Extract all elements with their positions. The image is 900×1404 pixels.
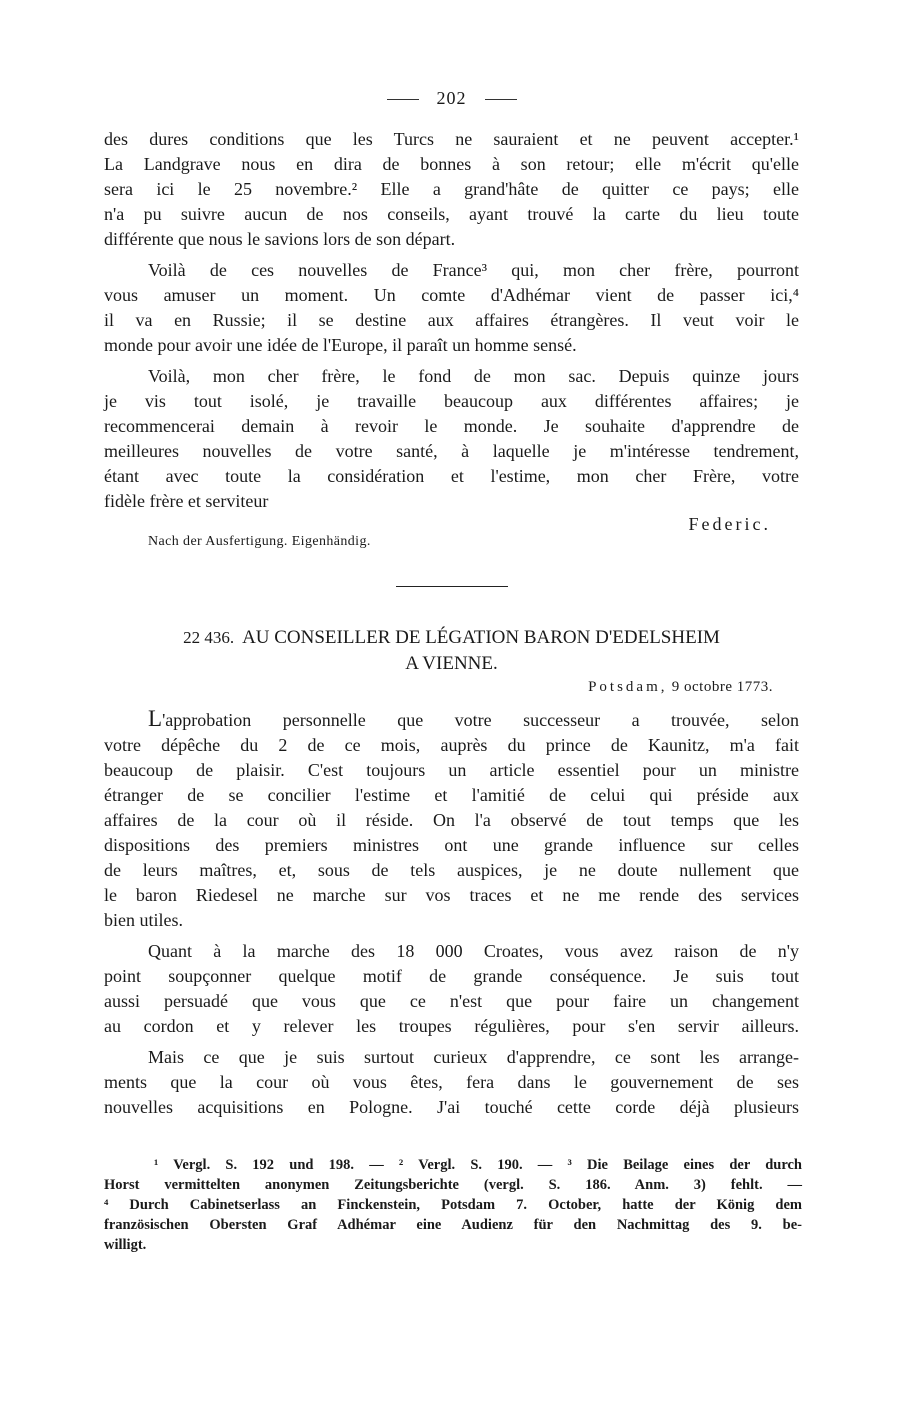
text-line: La Landgrave nous en dira de bonnes à son retour; elle m'écrit qu'elle [104,154,799,174]
letter1-paragraph-3 [104,364,799,514]
footnote-line: ⁴ Durch Cabinetserlass an Finckenstein, Potsdam 7. October, hatte der König dem [104,1197,802,1213]
text-line: nouvelles acquisitions en Pologne. J'ai touché cette corde déjà plusieurs [104,1097,799,1117]
signature: Federic. [688,514,771,534]
text-line: Voilà, mon cher frère, le fond de mon sac. Depuis quinze jours [148,366,799,386]
date: 9 octobre 1773. [671,679,773,695]
source-note: Nach der Ausfertigung. Eigenhändig. [148,534,371,549]
text-line: recommencerai demain à revoir le monde. Je souhaite d'apprendre de [104,416,799,436]
place: Potsdam, [588,679,668,695]
footnote-line: ¹ Vergl. S. 192 und 198. — ² Vergl. S. 190. — ³ Die Beilage eines der durch [154,1157,802,1173]
text-line: des dures conditions que les Turcs ne sauraient et ne peuvent accepter.¹ [104,129,799,149]
letter-title-line2: A VIENNE. [405,653,498,674]
page-body [104,88,799,1126]
letter-title-line1: AU CONSEILLER DE LÉGATION BARON D'EDELSHEIM [242,627,720,648]
text-line: affaires de la cour où il réside. On l'a observé de tout temps que les [104,810,799,830]
text-line: ments que la cour où vous êtes, fera dans le gouvernement de ses [104,1072,799,1092]
text-line: le baron Riedesel ne marche sur vos traces et ne me rende des services [104,885,799,905]
letter2-paragraph-1 [104,706,799,933]
text-line: Mais ce que je suis surtout curieux d'apprendre, ce sont les arrange- [148,1047,799,1067]
letter1-paragraph-2 [104,258,799,358]
letter2-heading [104,625,799,677]
text-line: beaucoup de plaisir. C'est toujours un article essentiel pour un ministre [104,760,799,780]
text-line: monde pour avoir une idée de l'Europe, il paraît un homme sensé. [104,335,577,355]
text-line: Quant à la marche des 18 000 Croates, vous avez raison de n'y [148,941,799,961]
text-line [104,706,799,733]
footnote-line: französischen Obersten Graf Adhémar eine Audienz für den Nachmittag des 9. be- [104,1217,802,1233]
header-rule-left [387,99,419,100]
text-line: sera ici le 25 novembre.² Elle a grand'hâte de quitter ce pays; elle [104,179,799,199]
text-line: votre dépêche du 2 de ce mois, auprès du prince de Kaunitz, m'a fait [104,735,799,755]
text-line: meilleures nouvelles de votre santé, à laquelle je m'intéresse tendrement, [104,441,799,461]
text-line: bien utiles. [104,910,183,930]
letter1-closing [104,514,799,548]
text-line: différente que nous le savions lors de son départ. [104,229,456,249]
text-line: de leurs maîtres, et, sous de tels auspices, je ne doute nullement que [104,860,799,880]
text-line: dispositions des premiers ministres ont une grande influence sur celles [104,835,799,855]
text-line: au cordon et y relever les troupes régulières, pour s'en servir ailleurs. [104,1016,799,1036]
text-line-rest: 'approbation personnelle que votre successeur a trouvée, selon [162,710,799,730]
letter2-paragraph-3 [104,1045,799,1120]
page-header [104,88,799,109]
section-divider [396,586,508,587]
text-line: vous amuser un moment. Un comte d'Adhémar vient de passer ici,⁴ [104,285,799,305]
header-rule-right [485,99,517,100]
text-line: fidèle frère et serviteur [104,491,269,511]
letter2-paragraph-2 [104,939,799,1039]
letter-number: 22 436. [183,628,235,647]
text-line: point soupçonner quelque motif de grande conséquence. Je suis tout [104,966,799,986]
footnotes [104,1155,802,1255]
text-line: étranger de se concilier l'estime et l'amitié de celui qui préside aux [104,785,799,805]
footnote-line: Horst vermittelten anonymen Zeitungsberichte (vergl. S. 186. Anm. 3) fehlt. — [104,1177,802,1193]
initial-letter: L [148,706,163,731]
text-line: étant avec toute la considération et l'estime, mon cher Frère, votre [104,466,799,486]
text-line: n'a pu suivre aucun de nos conseils, ayant trouvé la carte du lieu toute [104,204,799,224]
text-line: je vis tout isolé, je travaille beaucoup aux différentes affaires; je [104,391,799,411]
text-line: il va en Russie; il se destine aux affaires étrangères. Il veut voir le [104,310,799,330]
letter2-place-date [104,679,773,696]
page-number: 202 [436,88,467,108]
footnote-line: willigt. [104,1237,147,1253]
text-line: aussi persuadé que vous que ce n'est que pour faire un changement [104,991,799,1011]
text-line: Voilà de ces nouvelles de France³ qui, mon cher frère, pourront [148,260,799,280]
letter1-paragraph-1 [104,127,799,252]
